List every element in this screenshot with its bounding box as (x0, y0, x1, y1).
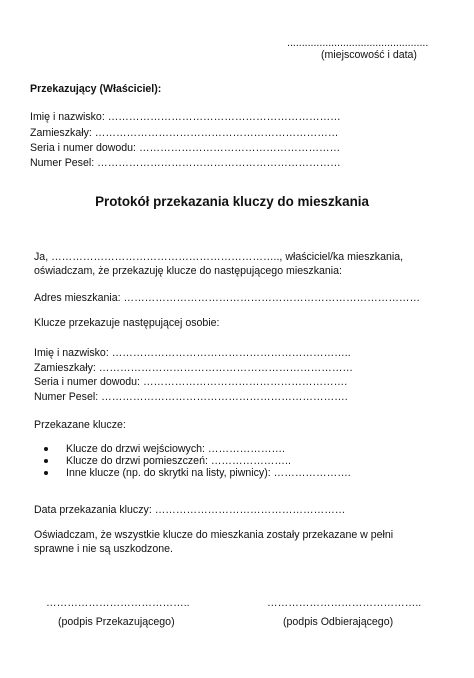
apartment-address-field: Adres mieszkania: ………………………………………………………………………… (34, 292, 421, 304)
handover-date-field: Data przekazania kluczy: ……………………………………………… (34, 504, 346, 516)
place-date-dots: ................................................ (287, 37, 429, 49)
recipient-id-field: Seria i numer dowodu: …………………………………………………. (34, 376, 348, 388)
keys-list (66, 444, 351, 481)
owner-name-field: Imię i nazwisko: ………………………………………………………… (30, 111, 341, 123)
recipient-pesel-field: Numer Pesel: ……………………………………………………………. (34, 391, 348, 403)
key-item-label: Inne klucze (np. do skrytki na listy, piwnicy): …………………. (66, 467, 351, 480)
declaration-line-1: Ja, ……………………………………………………….., właściciel/ka mieszkania, (34, 251, 404, 263)
bullet-icon (44, 447, 48, 451)
keys-heading: Przekazane klucze: (34, 419, 126, 431)
bullet-icon (44, 471, 48, 475)
place-date-label: (miejscowość i data) (321, 49, 417, 61)
owner-heading: Przekazujący (Właściciel): (30, 83, 162, 95)
document-title: Protokół przekazania kluczy do mieszkania (95, 194, 369, 209)
owner-id-field: Seria i numer dowodu: ………………………………………………… (30, 142, 341, 154)
list-item (66, 468, 351, 480)
key-item-label: Klucze do drzwi pomieszczeń: ………………….. (66, 455, 291, 468)
statement-line-2: sprawne i nie są uszkodzone. (34, 543, 173, 555)
signature-right-label: (podpis Odbierającego) (283, 616, 394, 628)
recipient-intro: Klucze przekazuje następującej osobie: (34, 317, 220, 329)
statement-line-1: Oświadczam, że wszystkie klucze do mieszkania zostały przekazane w pełni (34, 529, 394, 541)
signature-right-line: …………………………………….. (267, 597, 422, 609)
declaration-line-2: oświadczam, że przekazuję klucze do następującego mieszkania: (34, 265, 342, 277)
signature-left-line: ………………………………….. (46, 597, 190, 609)
key-item-label: Klucze do drzwi wejściowych: …………………. (66, 443, 285, 455)
recipient-address-field: Zamieszkały: ……………………………………………………………… (34, 362, 354, 374)
recipient-name-field: Imię i nazwisko: ………………………………………………………….. (34, 347, 351, 359)
owner-pesel-field: Numer Pesel: …………………………………………………………… (30, 157, 341, 169)
signature-left-label: (podpis Przekazującego) (58, 616, 175, 628)
owner-address-field: Zamieszkały: …………………………………………………………… (30, 127, 339, 139)
bullet-icon (44, 459, 48, 463)
